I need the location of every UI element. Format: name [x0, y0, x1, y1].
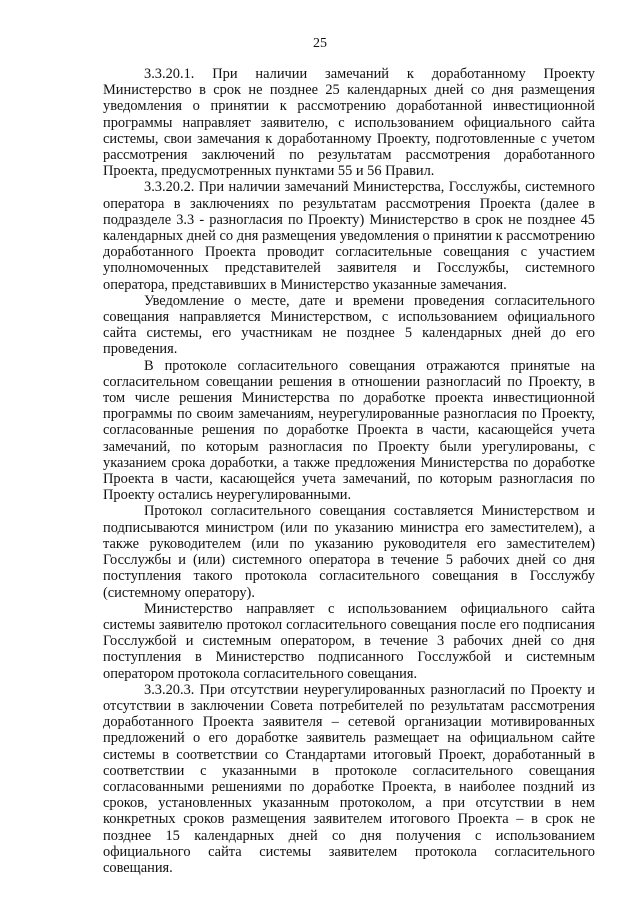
paragraph-meeting-protocol-content: В протоколе согласительного совещания отражаются принятые на согласительном совещании решения в отношении разногласий по Проекту, в том числе решения Министерства по доработке проекта инвестиционной программы по своим замечаниям, неурегулированные разногласия по Проекту, согласованные решения по доработке Проекта в части, касающейся учета замечаний, по которым разногласия по Проекту были урегулированы, с указанием срока доработки, а также предложения Министерства по доработке Проекта в части, касающейся учета замечаний, по которым разногласия по Проекту остались неурегулированными.	[103, 357, 595, 504]
body-text	[103, 66, 595, 876]
page-number: 25	[313, 36, 327, 51]
paragraph-3-3-20-1: 3.3.20.1. При наличии замечаний к доработанному Проекту Министерство в срок не позднее 25 календарных дней со дня размещения уведомления о принятии к рассмотрению доработанной инвестиционной программы направляет заявителю, с использованием официального сайта системы, свои замечания к доработанному Проекту, подготовленные с учетом рассмотрения заключений по результатам рассмотрения доработанного Проекта, предусмотренных пунктами 55 и 56 Правил.	[103, 66, 595, 180]
paragraph-3-3-20-2: 3.3.20.2. При наличии замечаний Министерства, Госслужбы, системного оператора в заключениях по результатам рассмотрения Проекта (далее в подразделе 3.3 - разногласия по Проекту) Министерство в срок не позднее 45 календарных дней со дня размещения уведомления о принятии к рассмотрению доработанного Проекта проводит согласительные совещания с участием уполномоченных представителей заявителя и Госслужбы, системного оператора, представивших в Министерство указанные замечания.	[103, 179, 595, 293]
paragraph-protocol-signing: Протокол согласительного совещания составляется Министерством и подписываются министром (или по указанию министра его заместителем), а также руководителем (или по указанию руководителя его заместителем) Госслужбы и (или) системного оператора в течение 5 рабочих дней со дня поступления такого протокола согласительного совещания в Госслужбу (системному оператору).	[103, 503, 595, 601]
paragraph-meeting-notice: Уведомление о месте, дате и времени проведения согласительного совещания направляется Министерством, с использованием официального сайта системы, его участникам не позднее 5 календарных дней до его проведения.	[103, 292, 595, 358]
paragraph-3-3-20-3: 3.3.20.3. При отсутствии неурегулированных разногласий по Проекту и отсутствии в заключении Совета потребителей по результатам рассмотрения доработанного Проекта заявителя – сетевой организации мотивированных предложений о его доработке заявитель размещает на официальном сайте системы в соответствии со Стандартами итоговый Проект, доработанный в соответствии с указанными в протоколе согласительного совещания согласованными решениями по доработке Проекта, в наиболее поздний из сроков, установленных указанным протоколом, а при отсутствии в нем конкретных сроков размещения заявителем итогового Проекта – в срок не позднее 15 календарных дней со дня получения с использованием официального сайта системы заявителем протокола согласительного совещания.	[103, 681, 595, 876]
paragraph-protocol-sending: Министерство направляет с использованием официального сайта системы заявителю протокол согласительного совещания после его подписания Госслужбой и системным оператором, в течение 3 рабочих дней со дня поступления в Министерство подписанного Госслужбой и системным оператором протокола согласительного совещания.	[103, 600, 595, 682]
